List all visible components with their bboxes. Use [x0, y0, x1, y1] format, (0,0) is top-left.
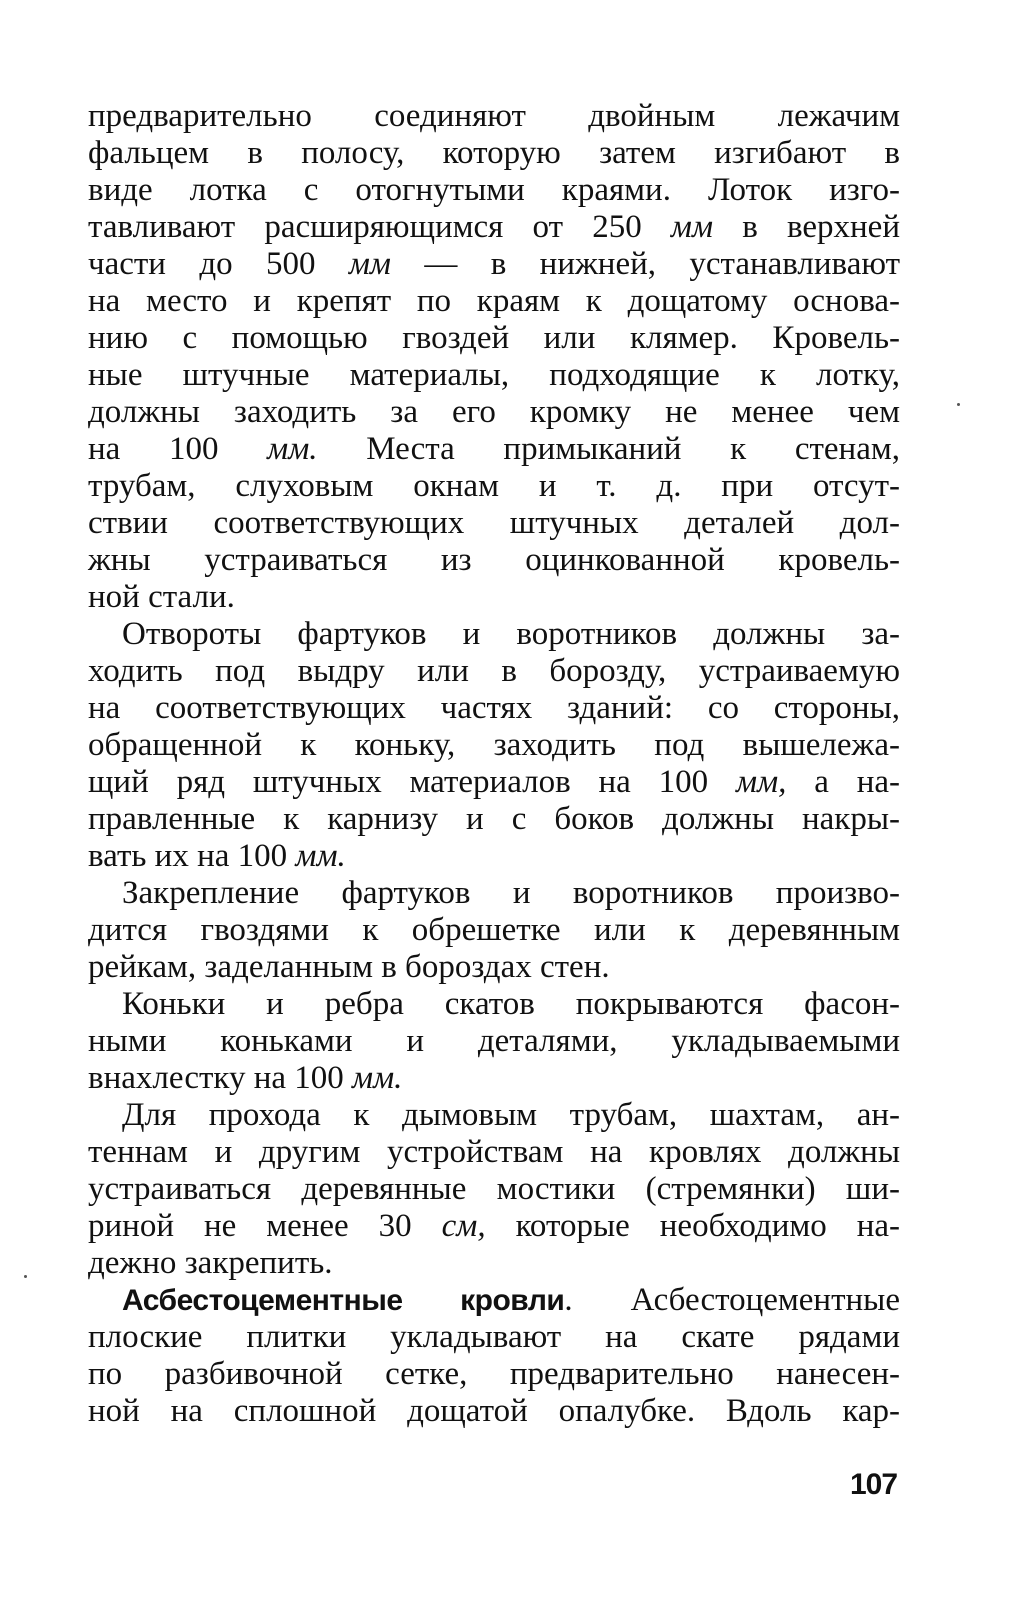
text-line: правленные к карнизу и с боков должны накры-	[88, 801, 900, 837]
text-line: ной на сплошной дощатой опалубке. Вдоль кар-	[88, 1393, 900, 1429]
text-line: вать их на 100 мм.	[88, 838, 346, 874]
text-line: ные штучные материалы, подходящие к лотку,	[88, 357, 900, 393]
text-line: Асбестоцементные кровли. Асбестоцементные	[122, 1282, 900, 1318]
print-speck	[957, 403, 960, 406]
text-line: рейкам, заделанным в бороздах стен.	[88, 949, 610, 985]
text-line: ствии соответствующих штучных деталей дол-	[88, 505, 900, 541]
page-number: 107	[850, 1468, 898, 1501]
body-text	[88, 98, 900, 1430]
text-line: трубам, слуховым окнам и т. д. при отсут-	[88, 468, 900, 504]
text-line: предварительно соединяют двойным лежачим	[88, 98, 900, 134]
unit-mm: мм.	[267, 431, 318, 467]
text-line: должны заходить за его кромку не менее чем	[88, 394, 900, 430]
text-line: теннам и другим устройствам на кровлях должны	[88, 1134, 900, 1170]
text-line: Закрепление фартуков и воротников произво-	[122, 875, 900, 911]
text-line: по разбивочной сетке, предварительно нанесен-	[88, 1356, 900, 1392]
text-line: Для прохода к дымовым трубам, шахтам, ан-	[122, 1097, 900, 1133]
text-line: дежно закрепить.	[88, 1245, 333, 1281]
text-line: ходить под выдру или в борозду, устраиваемую	[88, 653, 900, 689]
text-line: Отвороты фартуков и воротников должны за-	[122, 616, 900, 652]
text-line: устраиваться деревянные мостики (стремянки) ши-	[88, 1171, 900, 1207]
text-line: дится гвоздями к обрешетке или к деревянным	[88, 912, 900, 948]
section-heading: Асбестоцементные кровли	[122, 1284, 565, 1317]
text-line: тавливают расширяющимся от 250 мм в верхней	[88, 209, 900, 245]
print-speck	[24, 1275, 27, 1278]
text-line: внахлестку на 100 мм.	[88, 1060, 403, 1096]
text-line: плоские плитки укладывают на скате рядами	[88, 1319, 900, 1355]
text-line: на 100 мм. Места примыканий к стенам,	[88, 431, 900, 467]
text-line: ными коньками и деталями, укладываемыми	[88, 1023, 900, 1059]
text-line: виде лотка с отогнутыми краями. Лоток изго-	[88, 172, 900, 208]
text-line: на место и крепят по краям к дощатому основа-	[88, 283, 900, 319]
unit-mm: мм	[348, 246, 391, 282]
text-line: на соответствующих частях зданий: со стороны,	[88, 690, 900, 726]
text-line: ной стали.	[88, 579, 235, 615]
text-line: жны устраиваться из оцинкованной кровель-	[88, 542, 900, 578]
unit-mm: мм.	[352, 1060, 403, 1096]
unit-mm: мм.	[295, 838, 346, 874]
text-line: нию с помощью гвоздей или клямер. Кровель-	[88, 320, 900, 356]
text-line: обращенной к коньку, заходить под вышележа-	[88, 727, 900, 763]
text-line: риной не менее 30 см, которые необходимо на-	[88, 1208, 900, 1244]
unit-mm: мм	[670, 209, 714, 245]
unit-mm: мм,	[736, 764, 787, 800]
text-line: Коньки и ребра скатов покрываются фасон-	[122, 986, 900, 1022]
unit-cm: см,	[441, 1208, 486, 1244]
text-line: фальцем в полосу, которую затем изгибают в	[88, 135, 900, 171]
text-line: части до 500 мм — в нижней, устанавливают	[88, 246, 900, 282]
text-line: щий ряд штучных материалов на 100 мм, а на-	[88, 764, 901, 800]
